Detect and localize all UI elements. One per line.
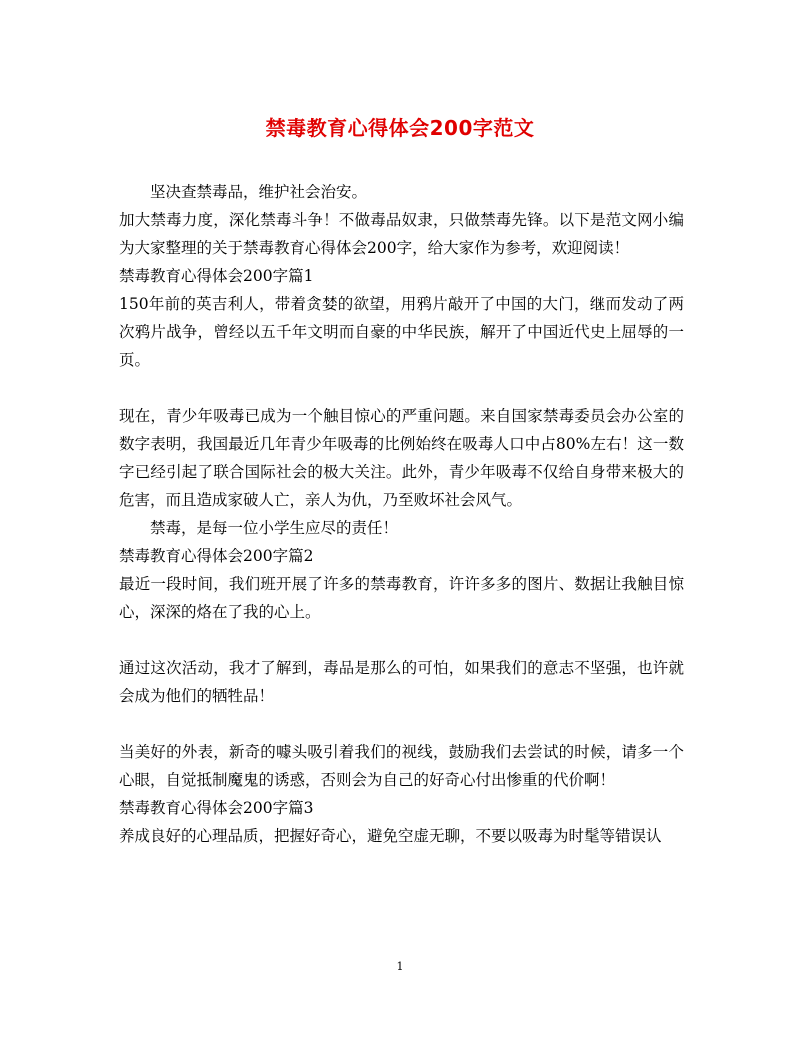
paragraph-responsibility: 禁毒，是每一位小学生应尽的责任！ (150, 519, 399, 537)
paragraph-spacer (119, 374, 684, 402)
paragraph-realization: 通过这次活动，我才了解到，毒品是那么的可怕，如果我们的意志不坚强，也许就会成为他们的牺牲品！ (119, 659, 684, 705)
paragraph-advice: 养成良好的心理品质，把握好奇心，避免空虚无聊，不要以吸毒为时髦等错误认 (119, 827, 662, 845)
section-heading-1: 禁毒教育心得体会200字篇1 (119, 267, 314, 285)
section-heading-3: 禁毒教育心得体会200字篇3 (119, 799, 314, 817)
page-number: 1 (396, 960, 404, 973)
document-body (119, 178, 684, 850)
section-heading-2: 禁毒教育心得体会200字篇2 (119, 547, 314, 565)
paragraph-spacer (119, 710, 684, 738)
paragraph-summary: 加大禁毒力度，深化禁毒斗争！不做毒品奴隶，只做禁毒先锋。以下是范文网小编为大家整理的关于禁毒教育心得体会200字，给大家作为参考，欢迎阅读！ (119, 211, 684, 257)
document-title: 禁毒教育心得体会200字范文 (265, 116, 535, 140)
paragraph-current-situation: 现在，青少年吸毒已成为一个触目惊心的严重问题。来自国家禁毒委员会办公室的数字表明，我国最近几年青少年吸毒的比例始终在吸毒人口中占80%左右！这一数字已经引起了联合国际社会的极大关注。此外，青少年吸毒不仅给自身带来极大的危害，而且造成家破人亡，亲人为仇，乃至败坏社会风气。 (119, 407, 684, 509)
paragraph-spacer (119, 626, 684, 654)
paragraph-warning: 当美好的外表，新奇的噱头吸引着我们的视线，鼓励我们去尝试的时候，请多一个心眼，自觉抵制魔鬼的诱惑，否则会为自己的好奇心付出惨重的代价啊！ (119, 743, 684, 789)
paragraph-intro: 坚决查禁毒品，维护社会治安。 (150, 183, 368, 201)
paragraph-history: 150年前的英吉利人，带着贪婪的欲望，用鸦片敲开了中国的大门，继而发动了两次鸦片战争，曾经以五千年文明而自豪的中华民族，解开了中国近代史上屈辱的一页。 (119, 295, 684, 369)
paragraph-class-activity: 最近一段时间，我们班开展了许多的禁毒教育，许许多多的图片、数据让我触目惊心，深深的烙在了我的心上。 (119, 575, 684, 621)
